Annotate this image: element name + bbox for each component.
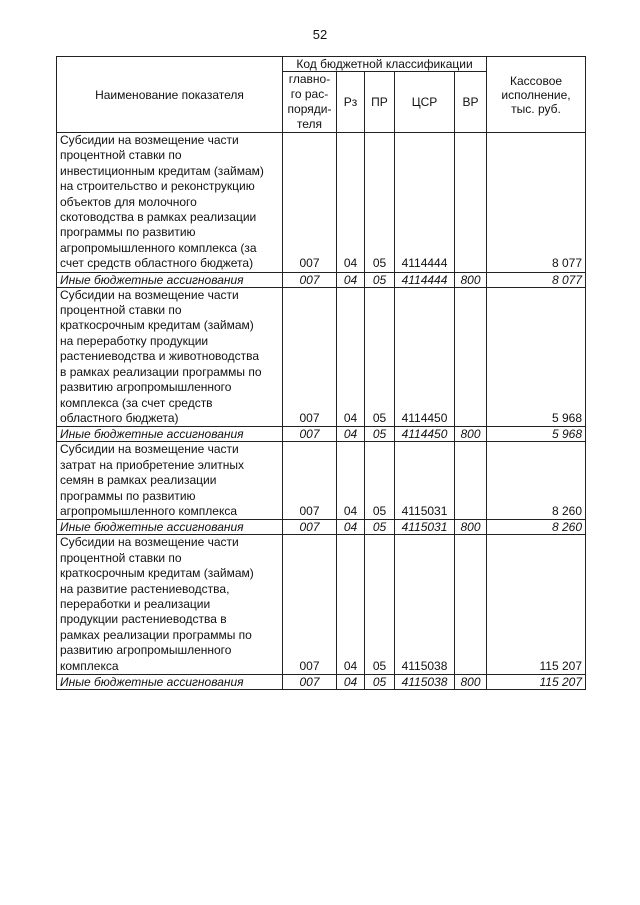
indicator-name-cell	[57, 535, 283, 675]
indicator-name-line: Иные бюджетные ассигнования	[60, 520, 244, 535]
indicator-name-line: программы по развитию	[60, 488, 196, 503]
header-subsection: ПР	[365, 72, 395, 133]
indicator-name-line: Иные бюджетные ассигнования	[60, 675, 244, 689]
subsection-cell: 05	[365, 427, 395, 442]
chief-administrator-cell: 007	[283, 535, 337, 675]
allocation-row	[57, 675, 586, 690]
expense-type-cell: 800	[455, 427, 487, 442]
allocation-row	[57, 272, 586, 287]
indicator-name-line: семян в рамках реализации	[60, 473, 217, 488]
indicator-name-line: краткосрочным кредитам (займам)	[60, 566, 254, 581]
indicator-name-line: Субсидии на возмещение части	[60, 287, 239, 302]
indicator-name-line: комплекса (за счет средств	[60, 395, 213, 410]
section-cell: 04	[337, 535, 365, 675]
target-article-cell: 4115031	[395, 520, 455, 535]
amount-cell: 8 260	[487, 520, 586, 535]
expense-type-cell: 800	[455, 272, 487, 287]
header-expense-type: ВР	[455, 72, 487, 133]
indicator-name-line: программы по развитию	[60, 225, 196, 240]
indicator-name-line: процентной ставки по	[60, 148, 182, 163]
indicator-name-cell	[57, 520, 283, 535]
header-amount-line: Кассовое	[509, 73, 563, 88]
indicator-name-line: счет средств областного бюджета)	[60, 256, 254, 271]
subsidy-row	[57, 535, 586, 675]
target-article-cell: 4114450	[395, 287, 455, 427]
target-article-cell: 4114444	[395, 272, 455, 287]
indicator-name-line: областного бюджета)	[60, 410, 179, 425]
expense-type-cell	[455, 287, 487, 427]
indicator-name-line: развитию агропромышленного	[60, 380, 232, 395]
header-section: Рз	[337, 72, 365, 133]
expense-type-cell	[455, 535, 487, 675]
expense-type-cell: 800	[455, 675, 487, 690]
subsection-cell: 05	[365, 535, 395, 675]
header-chief-administrator	[283, 72, 337, 133]
indicator-name-line: на строительство и реконструкцию	[60, 179, 255, 194]
indicator-name-line: Субсидии на возмещение части	[60, 535, 239, 550]
section-cell: 04	[337, 442, 365, 520]
header-amount-line: исполнение,	[501, 87, 571, 102]
indicator-name-line: затрат на приобретение элитных	[60, 457, 245, 472]
target-article-cell: 4115038	[395, 675, 455, 690]
chief-administrator-cell: 007	[283, 442, 337, 520]
subsection-cell: 05	[365, 675, 395, 690]
chief-administrator-cell: 007	[283, 675, 337, 690]
header-row-top	[57, 57, 586, 72]
amount-cell: 8 260	[487, 442, 586, 520]
page-number: 52	[312, 27, 328, 42]
subsection-cell: 05	[365, 133, 395, 273]
subsection-cell: 05	[365, 520, 395, 535]
expense-type-cell: 800	[455, 520, 487, 535]
chief-administrator-cell: 007	[283, 520, 337, 535]
indicator-name-line: процентной ставки по	[60, 550, 182, 565]
amount-cell: 8 077	[487, 272, 586, 287]
indicator-name-line: скотоводства в рамках реализации	[60, 210, 257, 225]
subsidy-row	[57, 133, 586, 273]
indicator-name-line: агропромышленного комплекса (за	[60, 240, 257, 255]
indicator-name-cell	[57, 427, 283, 442]
indicator-name-line: объектов для молочного	[60, 194, 197, 209]
indicator-name-line: Иные бюджетные ассигнования	[60, 427, 244, 442]
indicator-name-line: Иные бюджетные ассигнования	[60, 272, 244, 287]
header-glav-line: поряди-	[287, 102, 332, 116]
header-indicator-name: Наименование показателя	[57, 57, 283, 133]
target-article-cell: 4115038	[395, 535, 455, 675]
header-target-article: ЦСР	[395, 72, 455, 133]
amount-cell: 115 207	[487, 675, 586, 690]
indicator-name-line: растениеводства и животноводства	[60, 349, 260, 364]
section-cell: 04	[337, 520, 365, 535]
indicator-name-line: продукции растениеводства в	[60, 612, 227, 627]
expense-type-cell	[455, 442, 487, 520]
indicator-name-line: развитию агропромышленного	[60, 643, 232, 658]
indicator-name-line: Субсидии на возмещение части	[60, 442, 239, 457]
indicator-name-line: комплекса	[60, 658, 119, 673]
indicator-name-cell	[57, 675, 283, 690]
header-glav-line: го рас-	[290, 87, 329, 101]
target-article-cell: 4114450	[395, 427, 455, 442]
allocation-row	[57, 520, 586, 535]
section-cell: 04	[337, 133, 365, 273]
indicator-name-cell	[57, 272, 283, 287]
amount-cell: 115 207	[487, 535, 586, 675]
subsection-cell: 05	[365, 287, 395, 427]
amount-cell: 5 968	[487, 287, 586, 427]
amount-cell: 8 077	[487, 133, 586, 273]
subsection-cell: 05	[365, 272, 395, 287]
table-body	[57, 133, 586, 690]
indicator-name-line: Субсидии на возмещение части	[60, 133, 239, 147]
subsidy-row	[57, 442, 586, 520]
indicator-name-line: в рамках реализации программы по	[60, 364, 262, 379]
target-article-cell: 4115031	[395, 442, 455, 520]
indicator-name-line: переработки и реализации	[60, 596, 211, 611]
table-header	[57, 57, 586, 133]
subsection-cell: 05	[365, 442, 395, 520]
chief-administrator-cell: 007	[283, 287, 337, 427]
chief-administrator-cell: 007	[283, 272, 337, 287]
chief-administrator-cell: 007	[283, 133, 337, 273]
indicator-name-line: рамках реализации программы по	[60, 627, 252, 642]
indicator-name-line: процентной ставки по	[60, 303, 182, 318]
chief-administrator-cell: 007	[283, 427, 337, 442]
budget-execution-table	[56, 56, 586, 690]
subsidy-row	[57, 287, 586, 427]
target-article-cell: 4114444	[395, 133, 455, 273]
indicator-name-cell	[57, 133, 283, 273]
section-cell: 04	[337, 287, 365, 427]
section-cell: 04	[337, 427, 365, 442]
header-glav-line: главно-	[288, 72, 331, 86]
section-cell: 04	[337, 272, 365, 287]
indicator-name-line: на развитие растениеводства,	[60, 581, 230, 596]
header-glav-line: теля	[296, 117, 323, 131]
indicator-name-line: на переработку продукции	[60, 333, 209, 348]
header-amount-line: тыс. руб.	[511, 101, 561, 116]
indicator-name-line: агропромышленного комплекса	[60, 503, 238, 518]
indicator-name-line: инвестиционным кредитам (займам)	[60, 163, 264, 178]
indicator-name-cell	[57, 287, 283, 427]
amount-cell: 5 968	[487, 427, 586, 442]
header-cash-execution	[487, 57, 586, 133]
allocation-row	[57, 427, 586, 442]
indicator-name-cell	[57, 442, 283, 520]
expense-type-cell	[455, 133, 487, 273]
indicator-name-line: краткосрочным кредитам (займам)	[60, 318, 254, 333]
section-cell: 04	[337, 675, 365, 690]
header-budget-classification-code: Код бюджетной классификации	[283, 57, 487, 72]
